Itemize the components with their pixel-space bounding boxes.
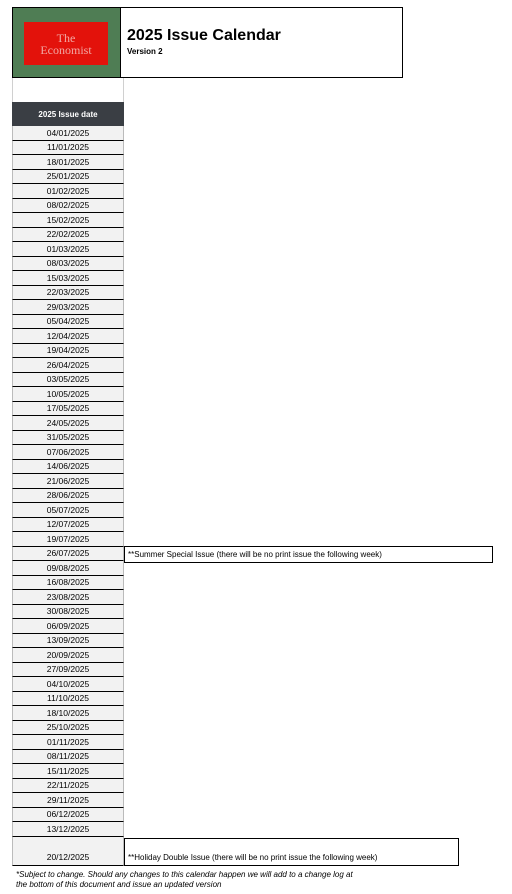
title-box bbox=[120, 7, 403, 78]
footnote-line-2: the bottom of this document and issue an updated version bbox=[16, 880, 222, 889]
table-row: 11/01/2025 bbox=[12, 141, 124, 156]
table-row: 03/05/2025 bbox=[12, 373, 124, 388]
table-row: 06/09/2025 bbox=[12, 619, 124, 634]
table-row: 13/09/2025 bbox=[12, 634, 124, 649]
table-row: 08/02/2025 bbox=[12, 199, 124, 214]
table-row: 25/10/2025 bbox=[12, 721, 124, 736]
table-row: 12/04/2025 bbox=[12, 329, 124, 344]
page-title: 2025 Issue Calendar bbox=[127, 27, 281, 44]
table-row: 27/09/2025 bbox=[12, 663, 124, 678]
table-row: 10/05/2025 bbox=[12, 387, 124, 402]
holiday-double-note: **Holiday Double Issue (there will be no print issue the following week) bbox=[124, 838, 459, 866]
table-row: 16/08/2025 bbox=[12, 576, 124, 591]
logo-line-2: Economist bbox=[40, 42, 92, 57]
table-row: 29/03/2025 bbox=[12, 300, 124, 315]
logo-line-1: The bbox=[56, 30, 76, 45]
version-label: Version 2 bbox=[127, 47, 163, 56]
table-row: 01/03/2025 bbox=[12, 242, 124, 257]
issue-date-column bbox=[12, 126, 124, 866]
table-row: 05/07/2025 bbox=[12, 503, 124, 518]
table-row: 08/03/2025 bbox=[12, 257, 124, 272]
table-row: 29/11/2025 bbox=[12, 793, 124, 808]
table-row: 15/02/2025 bbox=[12, 213, 124, 228]
table-row: 18/10/2025 bbox=[12, 706, 124, 721]
table-row: 26/07/2025 bbox=[12, 547, 124, 562]
table-row: 05/04/2025 bbox=[12, 315, 124, 330]
table-row: 07/06/2025 bbox=[12, 445, 124, 460]
table-row: 26/04/2025 bbox=[12, 358, 124, 373]
footnote-line-1: *Subject to change. Should any changes to this calendar happen we will add to a change log at bbox=[16, 870, 353, 879]
spacer-cell bbox=[12, 78, 124, 102]
table-row: 13/12/2025 bbox=[12, 822, 124, 837]
table-row: 17/05/2025 bbox=[12, 402, 124, 417]
summer-special-note: **Summer Special Issue (there will be no print issue the following week) bbox=[124, 546, 493, 563]
table-row: 19/04/2025 bbox=[12, 344, 124, 359]
table-row: 28/06/2025 bbox=[12, 489, 124, 504]
table-row: 21/06/2025 bbox=[12, 474, 124, 489]
footnote bbox=[16, 870, 416, 890]
column-header: 2025 Issue date bbox=[12, 102, 124, 126]
logo-panel bbox=[12, 7, 120, 78]
table-row: 01/02/2025 bbox=[12, 184, 124, 199]
table-row: 23/08/2025 bbox=[12, 590, 124, 605]
table-row: 25/01/2025 bbox=[12, 170, 124, 185]
table-row: 11/10/2025 bbox=[12, 692, 124, 707]
table-row: 18/01/2025 bbox=[12, 155, 124, 170]
table-row: 22/02/2025 bbox=[12, 228, 124, 243]
table-row: 24/05/2025 bbox=[12, 416, 124, 431]
table-row: 30/08/2025 bbox=[12, 605, 124, 620]
table-row: 15/11/2025 bbox=[12, 764, 124, 779]
table-row: 04/01/2025 bbox=[12, 126, 124, 141]
table-row: 01/11/2025 bbox=[12, 735, 124, 750]
table-row: 20/12/2025 bbox=[12, 837, 124, 866]
table-row: 04/10/2025 bbox=[12, 677, 124, 692]
table-row: 19/07/2025 bbox=[12, 532, 124, 547]
table-row: 12/07/2025 bbox=[12, 518, 124, 533]
table-row: 31/05/2025 bbox=[12, 431, 124, 446]
table-row: 22/03/2025 bbox=[12, 286, 124, 301]
table-row: 20/09/2025 bbox=[12, 648, 124, 663]
table-row: 15/03/2025 bbox=[12, 271, 124, 286]
economist-logo bbox=[24, 22, 108, 65]
table-row: 22/11/2025 bbox=[12, 779, 124, 794]
table-row: 09/08/2025 bbox=[12, 561, 124, 576]
table-row: 08/11/2025 bbox=[12, 750, 124, 765]
table-row: 14/06/2025 bbox=[12, 460, 124, 475]
table-row: 06/12/2025 bbox=[12, 808, 124, 823]
